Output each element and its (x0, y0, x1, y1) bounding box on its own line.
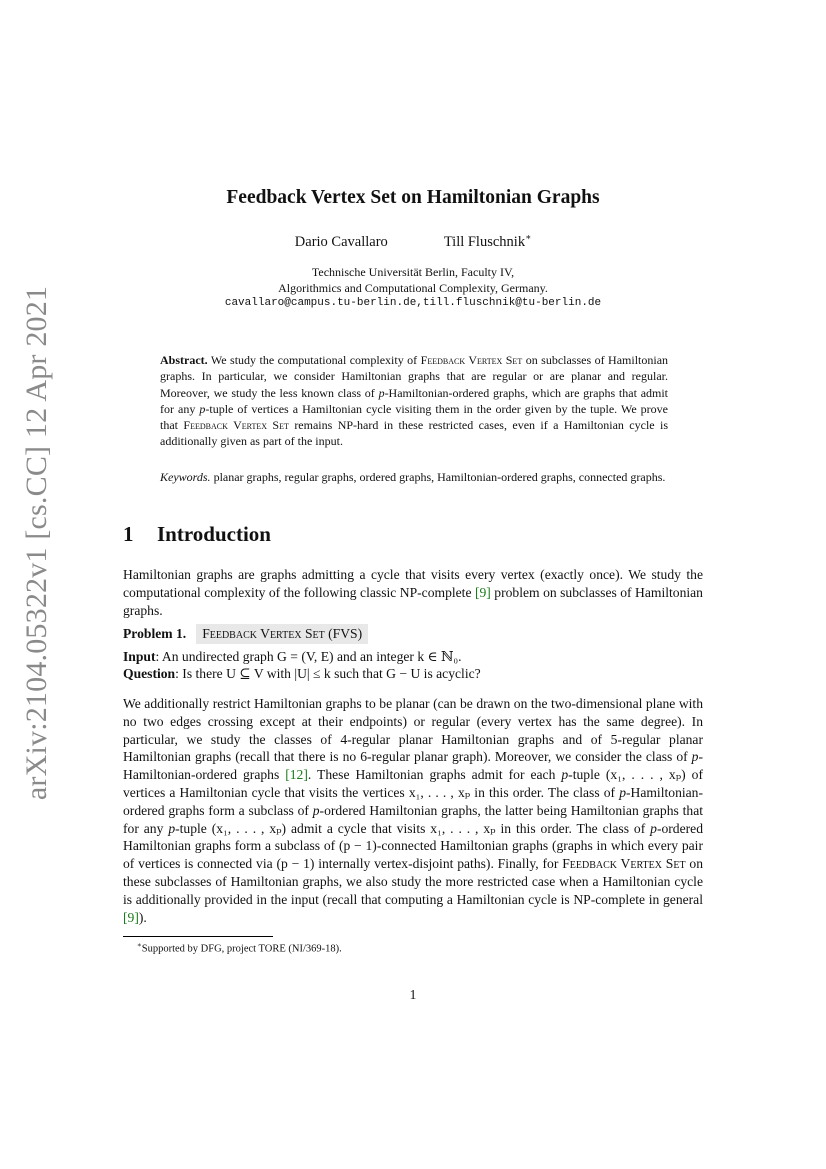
problem-name-inline: Feedback Vertex Set (562, 856, 686, 872)
keywords-label: Keywords. (160, 470, 211, 484)
keywords: Keywords. planar graphs, regular graphs, ordered graphs, Hamiltonian-ordered graphs, connected graphs. (160, 470, 666, 484)
section-title: Introduction (157, 522, 271, 546)
problem-definition (123, 624, 703, 683)
footnote-mark: ∗ (525, 232, 532, 242)
footnote: ∗Supported by DFG, project TORE (NI/369-18). (137, 941, 342, 955)
affiliation-line: Algorithmics and Computational Complexity, Germany. (278, 281, 548, 295)
footnote-mark: ∗ (137, 941, 142, 949)
citation-link[interactable]: [12] (285, 767, 308, 783)
citation-link[interactable]: [9] (474, 584, 491, 600)
problem-input: Input: An undirected graph G = (V, E) and an integer k ∈ ℕ₀. (123, 648, 462, 664)
author-list (0, 232, 826, 251)
arxiv-identifier-stamp: arXiv:2104.05322v1 [cs.CC] 12 Apr 2021 (20, 285, 54, 800)
problem-name-inline: Feedback Vertex Set (183, 418, 289, 433)
intro-paragraph: Hamiltonian graphs are graphs admitting a cycle that visits every vertex (exactly once). We study the computational complexity of the following classic NP-complete [9] problem on subclasses of Hamiltonian graphs. (123, 567, 703, 618)
author-name: Dario Cavallaro (294, 233, 388, 250)
problem-label: Problem 1. (123, 626, 187, 641)
problem-name-box: Feedback Vertex Set (FVS) (196, 624, 368, 644)
abstract: Abstract. We study the computational complexity of Feedback Vertex Set on subclasses of Hamiltonian graphs. In particular, we consider Hamiltonian graphs that are regular or are planar and regular. Moreover, we study the less known class of p-Hamiltonian-ordered graphs, which are graphs that admit for any p-tuple of vertices a Hamiltonian cycle visiting them in the order given by the tuple. We prove that Feedback Vertex Set remains NP-hard in these restricted cases, even if a Hamiltonian cycle is additionally given as part of the input. (160, 353, 669, 449)
section-heading (123, 522, 271, 547)
problem-question: Question: Is there U ⊆ V with |U| ≤ k such that G − U is acyclic? (123, 666, 481, 681)
section-number: 1 (123, 522, 134, 546)
problem-header (123, 624, 703, 644)
page-number: 1 (409, 987, 417, 1002)
author-name-with-footnote: Till Fluschnik∗ (443, 232, 532, 250)
body-paragraph: We additionally restrict Hamiltonian graphs to be planar (can be drawn on the two-dimensional plane with no two edges crossing except at their endpoints) or regular (every vertex has the same degree). In particular, we study the classes of 4-regular planar Hamiltonian graphs and of 5-regular planar Hamiltonian graphs (recall that there is no 6-regular planar graph). Moreover, we consider the class of p-Hamiltonian-ordered graphs [12]. These Hamiltonian graphs admit for each p-tuple (x₁, . . . , xₚ) of vertices a Hamiltonian cycle that visits the vertices x₁, . . . , xₚ in this order. The class of p-Hamiltonian-ordered graphs form a subclass of p-ordered Hamiltonian graphs, the latter being Hamiltonian graphs that for any p-tuple (x₁, . . . , xₚ) admit a cycle that visits x₁, . . . , xₚ in this order. The class of p-ordered Hamiltonian graphs form a subclass of (p − 1)-connected Hamiltonian graphs (graphs in which every pair of vertices is connected via (p − 1) internally vertex-disjoint paths). Finally, for Feedback Vertex Set on these subclasses of Hamiltonian graphs, we also study the more restricted case when a Hamiltonian cycle is additionally provided in the input (recall that computing a Hamiltonian cycle is NP-complete in general [9]). (123, 696, 704, 925)
author-emails: cavallaro@campus.tu-berlin.de,till.fluschnik@tu-berlin.de (224, 297, 602, 309)
affiliation-line: Technische Universität Berlin, Faculty IV, (311, 265, 515, 279)
citation-link[interactable]: [9] (123, 909, 139, 925)
footnote-divider (123, 936, 273, 937)
abstract-label: Abstract. (160, 353, 208, 367)
problem-name-inline: Feedback Vertex Set (420, 353, 523, 367)
paper-title: Feedback Vertex Set on Hamiltonian Graphs (226, 187, 600, 208)
